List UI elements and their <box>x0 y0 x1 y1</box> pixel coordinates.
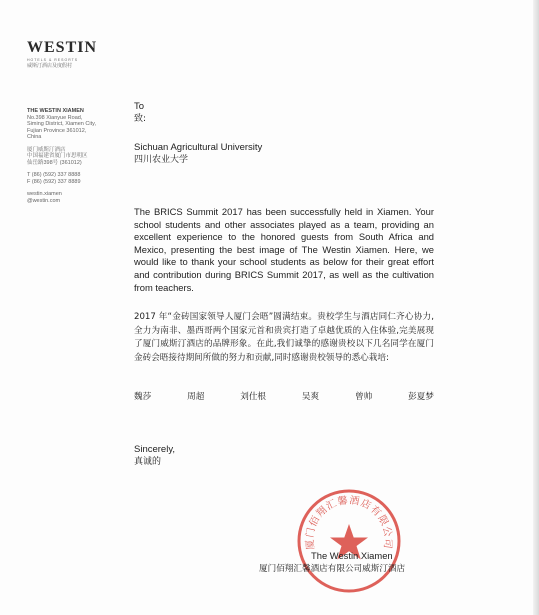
logo-wordmark: WESTIN <box>27 39 98 56</box>
address-line: China <box>27 134 42 140</box>
hotel-address-block <box>27 108 117 204</box>
address-line: No.398 Xianyue Road, <box>27 114 83 121</box>
student-name: 曾帅 <box>355 392 373 402</box>
closing-chinese: 真诚的 <box>134 457 162 467</box>
letter-body-chinese: 2017 年“金砖国家领导人厦门会晤”圆满结束。贵校学生与酒店同仁齐心协力,全力为南非、墨西哥两个国家元首和贵宾打造了卓越优质的入住体验,完美展现了厦门威斯汀酒店的品牌形象。在此,我们诚挚的感谢贵校以下几名同学在厦门金砖会晤接待期间所做的努力和贡献,同时感谢贵校领导的悉心栽培: <box>134 312 434 363</box>
recipient-block <box>134 142 434 166</box>
signature-chinese: 厦门佰翔汇馨酒店有限公司威斯汀酒店 <box>259 564 406 574</box>
address-line: Fujian Province 361012, <box>27 127 87 134</box>
closing-english: Sincerely, <box>134 444 176 455</box>
logo-tagline: HOTELS & RESORTS <box>27 58 79 62</box>
closing-block <box>134 444 175 468</box>
to-label-cn: 致: <box>134 114 147 124</box>
address-line: Siming District, Xiamen City, <box>27 121 96 127</box>
westin-logo <box>27 40 97 69</box>
letter-body-english: The BRICS Summit 2017 has been successfully held in Xiamen. Your school students and other associates played as a team, providing an excellent experience to the honored guests from South Africa and Mexico, presenting the best image of The Westin Xiamen. Here, we would like to thank your school students as below for their great effort and contribution during BRICS Summit 2017, as well as the cultivation from teachers. <box>134 206 434 293</box>
address-line-cn: 中国福建省厦门市思明区 <box>27 153 88 159</box>
hotel-name: THE WESTIN XIAMEN <box>27 108 84 114</box>
page-edge-shadow <box>533 0 539 615</box>
website-line: westin.xiamen <box>27 191 62 197</box>
student-name: 周超 <box>187 392 205 402</box>
svg-text:厦门佰翔汇馨酒店有限公司: 厦门佰翔汇馨酒店有限公司 <box>304 495 394 551</box>
recipient-label-block <box>134 101 434 125</box>
student-name: 吴爽 <box>301 392 320 402</box>
to-label: To <box>134 101 145 112</box>
fax-number: F (86) (592) 337 8889 <box>27 178 81 185</box>
signature-english: The Westin Xiamen <box>311 550 393 561</box>
student-name: 魏莎 <box>134 392 152 402</box>
logo-chinese-name: 威斯汀酒店及度假村 <box>27 63 73 69</box>
company-seal-stamp <box>294 486 404 596</box>
recipient-name: Sichuan Agricultural University <box>134 142 263 153</box>
website-line: @westin.com <box>27 197 61 204</box>
recipient-name-cn: 四川农业大学 <box>134 155 189 165</box>
student-name: 彭夏梦 <box>408 392 434 402</box>
phone-number: T (86) (592) 337 8888 <box>27 172 81 178</box>
student-name: 刘仕根 <box>240 392 267 402</box>
address-line-cn: 仙岳路398号 (361012) <box>27 159 82 166</box>
student-names <box>134 390 434 402</box>
address-line-cn: 厦门威斯汀酒店 <box>27 146 66 153</box>
